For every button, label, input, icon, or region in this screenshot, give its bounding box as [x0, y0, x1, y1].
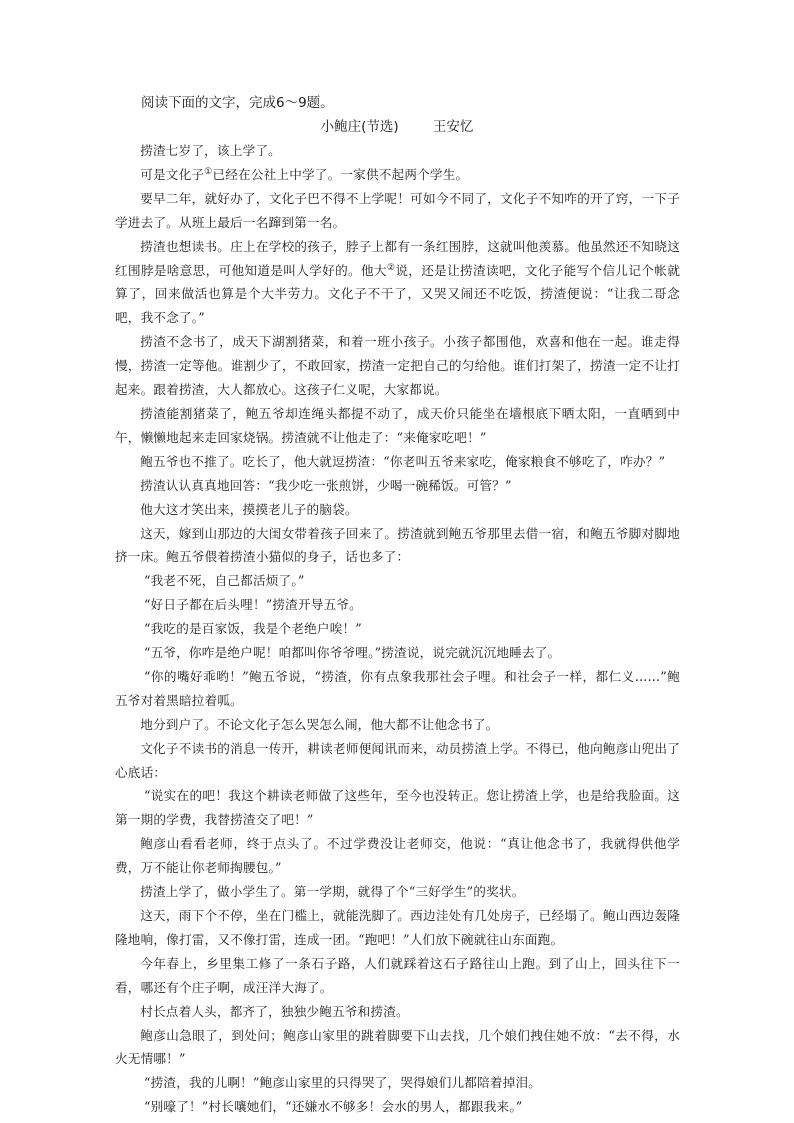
- footnote-marker: ②: [386, 262, 396, 273]
- paragraph: 这天，嫁到山那边的大闺女带着孩子回来了。捞渣就到鲍五爷那里去借一宿，和鲍五爷脚对脚地挤一床。鲍五爷偎着捞渣小猫似的身子，话也多了：: [115, 525, 680, 565]
- paragraph: 地分到户了。不论文化子怎么哭怎么闹，他大都不让他念书了。: [140, 716, 499, 732]
- paragraph: “你的嘴好乖哟！”鲍五爷说，“捞渣，你有点象我那社会子哩。和社会子一样，都仁义……”鲍五爷对着黑暗拉着呱。: [115, 668, 680, 708]
- paragraph: 鲍彦山看看老师，终于点头了。不过学费没让老师交，他说：“真让他念书了，我就得供他学费，万不能让你老师掏腰包。”: [115, 836, 680, 876]
- article-title: 小鲍庄(节选): [320, 119, 399, 135]
- paragraph: 要早二年，就好办了，文化子巴不得不上学呢！可如今不同了，文化子不知咋的开了窍，一下子学进去了。从班上最后一名蹿到第一名。: [115, 190, 680, 230]
- paragraph: 鲍彦山急眼了，到处问；鲍彦山家里的跳着脚要下山去找，几个娘们拽住她不放：“去不得，水火无情哪！”: [115, 1027, 680, 1067]
- paragraph: 捞渣认认真真地回答：“我少吃一张煎饼，少喝一碗稀饭。可管？”: [140, 477, 512, 493]
- paragraph: “我老不死，自己都活烦了。”: [143, 573, 305, 589]
- paragraph: 村长点着人头，都齐了，独独少鲍五爷和捞渣。: [140, 1003, 409, 1019]
- paragraph: 今年春上，乡里集工修了一条石子路，人们就踩着这石子路往山上跑。到了山上，回头往下一看，哪还有个庄子啊，成汪洋大海了。: [115, 955, 680, 995]
- paragraph: 这天，雨下个不停，坐在门槛上，就能洗脚了。西边洼处有几处房子，已经塌了。鲍山西边轰隆隆地响，像打雷，又不像打雷，连成一团。“跑吧！”人们放下碗就往山东面跑。: [115, 908, 680, 947]
- article-author: 王安忆: [432, 119, 474, 135]
- paragraph: 可是文化子①已经在公社上中学了。一家供不起两个学生。: [140, 166, 469, 182]
- paragraph: 他大这才笑出来，摸摸老儿子的脑袋。: [140, 501, 358, 517]
- paragraph: “别嚎了！”村长嚷她们，“还嫌水不够多！会水的男人，都跟我来。”: [143, 1099, 523, 1115]
- article-body: [115, 139, 680, 1119]
- paragraph: 捞渣七岁了，该上学了。: [140, 143, 281, 158]
- paragraph: 捞渣能割猪菜了，鲍五爷却连绳头都提不动了，成天价只能坐在墙根底下晒太阳，一直晒到中午，懒懒地起来走回家烧锅。捞渣就不让他走了：“来俺家吃吧！”: [115, 405, 680, 445]
- question-instruction: 阅读下面的文字，完成6～9题。: [141, 95, 334, 111]
- paragraph: 鲍五爷也不推了。吃长了，他大就逗捞渣：“你老叫五爷来家吃，俺家粮食不够吃了，咋办？”: [140, 453, 666, 469]
- paragraph: “五爷，你咋是绝户呢！咱都叫你爷爷哩。”捞渣说，说完就沉沉地睡去了。: [143, 645, 561, 661]
- paragraph: 捞渣也想读书。庄上在学校的孩子，脖子上都有一条红围脖，这就叫他羡慕。他虽然还不知晓这红围脖是啥意思，可他知道是叫人学好的。他大②说，还是让捞渣读吧，文化子能写个信儿记个帐就算了，回来做活也算是个大半劳力。文化子不干了，又哭又闹还不吃饭，捞渣便说：“让我二哥念吧，我不念了。”: [115, 238, 680, 326]
- paragraph: “捞渣，我的儿啊！”鲍彦山家里的只得哭了，哭得娘们儿都陪着掉泪。: [143, 1075, 542, 1091]
- paragraph: “我吃的是百家饭，我是个老绝户唉！”: [143, 621, 362, 637]
- paragraph: 捞渣不念书了，成天下湖割猪菜，和着一班小孩子。小孩子都围他，欢喜和他在一起。谁走得慢，捞渣一定等他。谁割少了，不敢回家，捞渣一定把自己的匀给他。谁们打架了，捞渣一定不让打起来。跟着捞渣，大人都放心。这孩子仁义呢，大家都说。: [115, 334, 680, 398]
- paragraph: 捞渣上学了，做小学生了。第一学期，就得了个“三好学生”的奖状。: [140, 884, 525, 900]
- footnote-marker: ①: [204, 166, 213, 177]
- paragraph: “说实在的吧！我这个耕读老师做了这些年，至今也没转正。您让捞渣上学，也是给我脸面。这第一期的学费，我替捞渣交了吧！”: [115, 788, 680, 828]
- paragraph: “好日子都在后头哩！”捞渣开导五爷。: [143, 597, 362, 613]
- title-row: [0, 117, 794, 137]
- paragraph: 文化子不读书的消息一传开，耕读老师便闻讯而来，动员捞渣上学。不得已，他向鲍彦山兜出了心底话：: [115, 740, 680, 780]
